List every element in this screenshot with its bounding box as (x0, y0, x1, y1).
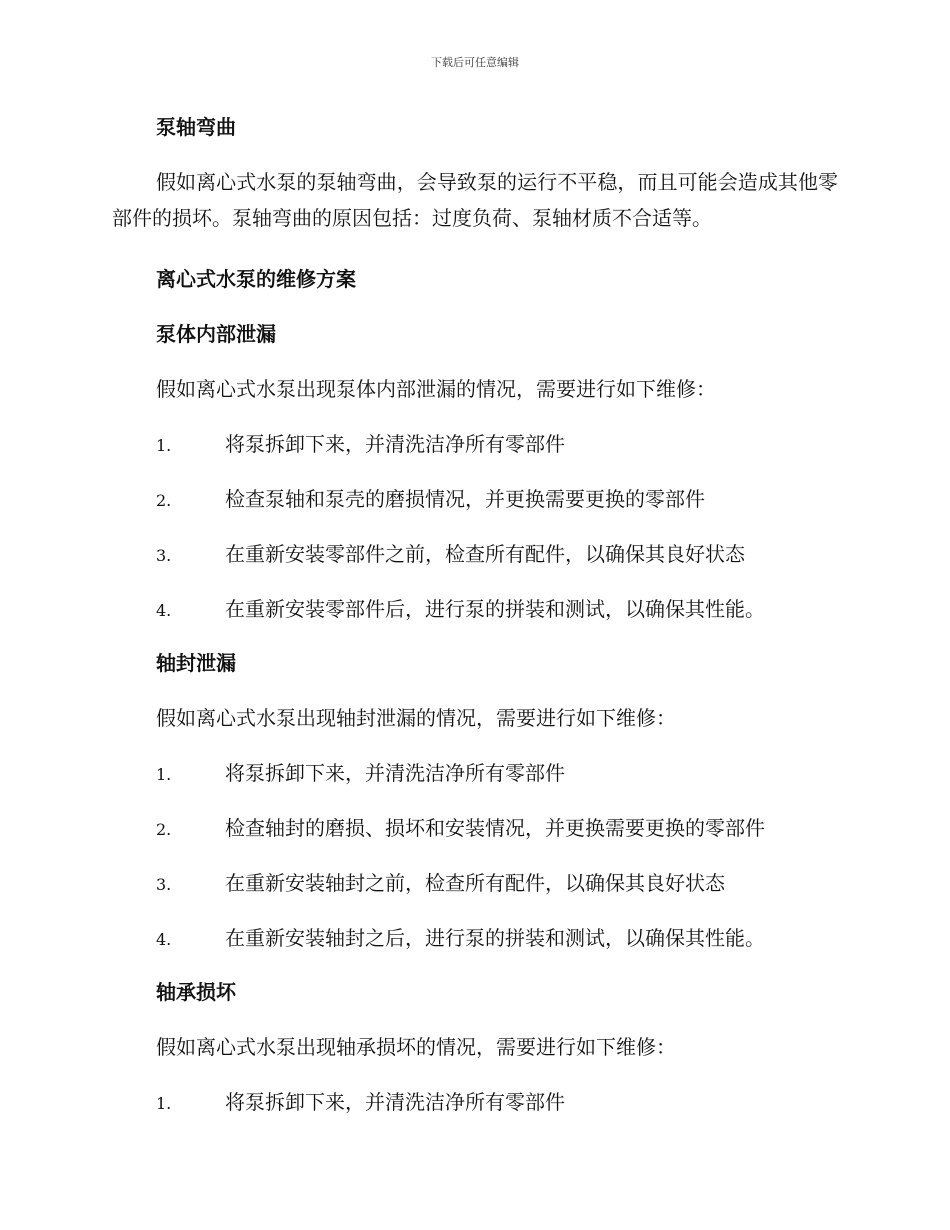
list-item-text: 在重新安装轴封之后，进行泵的拼装和测试，以确保其性能。 (225, 926, 765, 950)
section-heading-repair-plan: 离心式水泵的维修方案 (156, 267, 356, 291)
list-item-number: 4. (156, 601, 172, 620)
list-item-number: 2. (156, 820, 172, 839)
list-item-text: 在重新安装零部件后，进行泵的拼装和测试，以确保其性能。 (225, 597, 765, 621)
list-item-text: 将泵拆卸下来，并清洗洁净所有零部件 (225, 1090, 565, 1114)
list-item-number: 3. (156, 875, 172, 894)
section-heading-shaft-bend: 泵轴弯曲 (156, 115, 236, 139)
section-heading-seal-leak: 轴封泄漏 (156, 651, 236, 675)
list-item-text: 在重新安装轴封之前，检查所有配件，以确保其良好状态 (225, 871, 725, 895)
shaft-bend-paragraph: 假如离心式水泵的泵轴弯曲，会导致泵的运行不平稳，而且可能会造成其他零部件的损坏。泵轴弯曲的原因包括：过度负荷、泵轴材质不合适等。 (112, 170, 838, 230)
internal-leak-intro: 假如离心式水泵出现泵体内部泄漏的情况，需要进行如下维修： (156, 377, 716, 401)
list-item-number: 1. (156, 436, 172, 455)
seal-leak-intro: 假如离心式水泵出现轴封泄漏的情况，需要进行如下维修： (156, 706, 676, 730)
page-header-note: 下载后可任意编辑 (431, 56, 519, 69)
list-item-number: 4. (156, 930, 172, 949)
list-item-text: 将泵拆卸下来，并清洗洁净所有零部件 (225, 761, 565, 785)
bearing-damage-intro: 假如离心式水泵出现轴承损坏的情况，需要进行如下维修： (156, 1035, 676, 1059)
list-item-number: 1. (156, 1094, 172, 1113)
section-heading-internal-leak: 泵体内部泄漏 (156, 322, 276, 346)
section-heading-bearing-damage: 轴承损坏 (156, 980, 236, 1004)
list-item-number: 2. (156, 491, 172, 510)
list-item-text: 检查泵轴和泵壳的磨损情况，并更换需要更换的零部件 (225, 487, 705, 511)
list-item-text: 检查轴封的磨损、损坏和安装情况，并更换需要更换的零部件 (225, 816, 765, 840)
list-item-text: 在重新安装零部件之前，检查所有配件，以确保其良好状态 (225, 542, 745, 566)
list-item-text: 将泵拆卸下来，并清洗洁净所有零部件 (225, 432, 565, 456)
list-item-number: 3. (156, 546, 172, 565)
list-item-number: 1. (156, 765, 172, 784)
